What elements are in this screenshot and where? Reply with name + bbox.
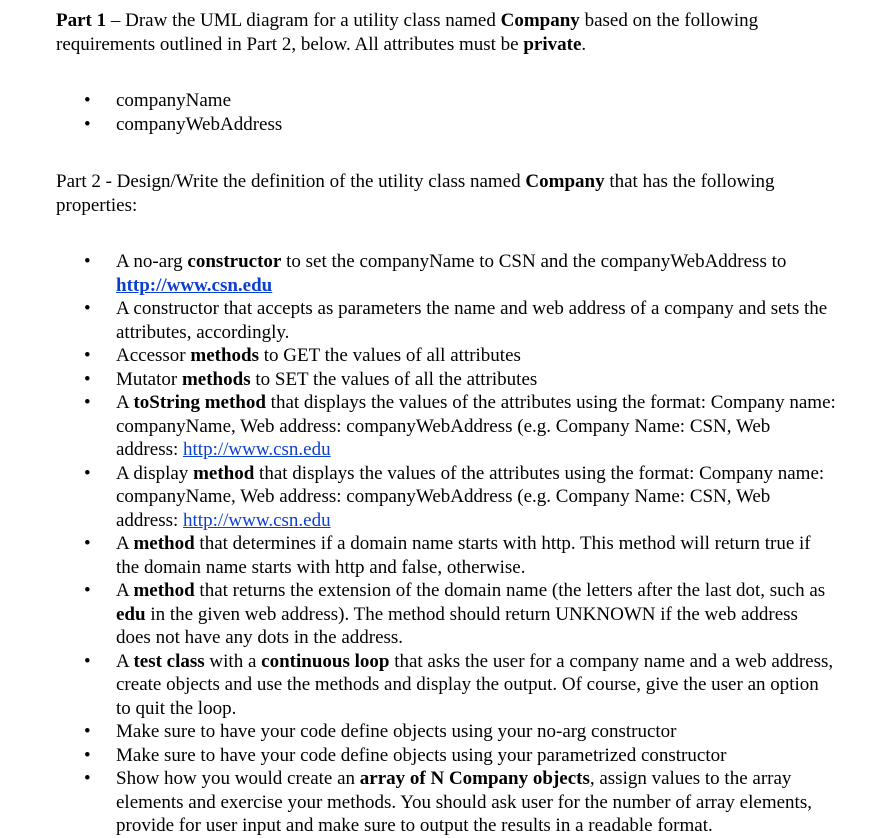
item-text: that displays the values of the attributes using the format: Company name: companyName, Web address: companyWebAddress (e.g. Company Name: CSN, Web address: bbox=[116, 462, 825, 531]
item-text: Make sure to have your code define objects using your parametrized constructor bbox=[116, 744, 727, 766]
property-item-param-objects bbox=[56, 744, 836, 768]
item-bold-text: toString method bbox=[133, 392, 266, 413]
item-text: that determines if a domain name starts with http. This method will return true if the domain name starts with http and false, otherwise. bbox=[116, 533, 811, 578]
part1-class-name: Company bbox=[500, 10, 580, 31]
item-bold-text: test class bbox=[133, 650, 205, 672]
item-text: that asks the user for a company name and a web address, create objects and use the methods and display the output. Of course, give the user an option to quit the loop. bbox=[116, 650, 834, 719]
property-item-array bbox=[56, 767, 836, 838]
list-item: • companyName bbox=[56, 89, 837, 113]
part1-paragraph bbox=[56, 9, 837, 56]
property-item-no-arg-objects bbox=[56, 720, 836, 744]
attribute-list bbox=[56, 89, 837, 136]
property-item-constructor bbox=[56, 297, 836, 344]
item-text: with a bbox=[204, 650, 262, 672]
item-bold-text: continuous loop bbox=[261, 650, 390, 672]
item-text: to GET the values of all attributes bbox=[259, 345, 521, 366]
item-text: A bbox=[116, 580, 134, 601]
item-bold-text: edu bbox=[116, 603, 146, 625]
part2-paragraph bbox=[56, 170, 837, 217]
item-text: in the given web address). The method should return UNKNOWN if the web address does not have any dots in the address. bbox=[116, 603, 798, 648]
property-item-extension bbox=[56, 579, 836, 650]
item-text: A bbox=[116, 533, 134, 554]
property-item-display bbox=[56, 462, 836, 533]
item-text: A bbox=[116, 650, 134, 672]
item-text: to SET the values of all the attributes bbox=[250, 368, 538, 390]
list-item: • companyWebAddress bbox=[56, 113, 837, 137]
item-bold-text: array of N Company objects bbox=[359, 768, 590, 789]
property-item-http-check bbox=[56, 532, 836, 579]
item-text: Show how you would create an bbox=[116, 768, 360, 789]
item-text: A bbox=[116, 392, 134, 413]
item-bold-text: methods bbox=[190, 345, 260, 366]
item-bold-text: method bbox=[133, 533, 195, 554]
item-text: A constructor that accepts as parameters the name and web address of a company and sets the attributes, accordingly. bbox=[116, 298, 828, 343]
part2-text-1: Part 2 - Design/Write the definition of the utility class named bbox=[56, 171, 526, 192]
part1-private-word: private bbox=[523, 33, 582, 55]
item-bold-text: constructor bbox=[187, 251, 282, 272]
item-text: Make sure to have your code define objects using your no-arg constructor bbox=[116, 721, 677, 742]
part1-label: Part 1 bbox=[56, 10, 107, 31]
item-text: , assign values to the array elements and exercise your methods. You should ask user for the number of array elements, provide for user input and make sure to output the results in a readable format. bbox=[116, 768, 812, 836]
item-text: A no-arg bbox=[116, 251, 188, 272]
property-item-test-class bbox=[56, 650, 836, 721]
property-item-accessors bbox=[56, 344, 836, 368]
item-text: Accessor bbox=[116, 345, 191, 366]
csn-link[interactable]: http://www.csn.edu bbox=[183, 509, 331, 531]
part2-class-name: Company bbox=[525, 171, 605, 192]
item-text: to set the companyName to CSN and the companyWebAddress to bbox=[281, 251, 787, 272]
item-text: A display bbox=[116, 462, 194, 484]
csn-link[interactable]: http://www.csn.edu bbox=[183, 439, 331, 460]
part1-text-3: . bbox=[581, 33, 587, 55]
property-item-tostring bbox=[56, 391, 836, 462]
item-text: that returns the extension of the domain name (the letters after the last dot, such as bbox=[194, 580, 826, 601]
item-bold-text: methods bbox=[181, 368, 251, 390]
item-text: Mutator bbox=[116, 368, 182, 390]
part1-text-2: based on the following requirements outlined in Part 2, below. All attributes must be bbox=[56, 10, 759, 55]
item-text: that displays the values of the attributes using the format: Company name: companyName, Web address: companyWebAddress (e.g. Company Name: CSN, Web address: bbox=[116, 392, 836, 460]
csn-link[interactable]: http://www.csn.edu bbox=[116, 274, 273, 296]
property-list bbox=[56, 250, 836, 838]
property-item-no-arg-constructor bbox=[56, 250, 836, 297]
part1-text-1: – Draw the UML diagram for a utility class named bbox=[106, 10, 501, 31]
item-bold-text: method bbox=[133, 580, 195, 601]
property-item-mutators bbox=[56, 368, 836, 392]
part2-text-2: that has the following properties: bbox=[56, 171, 775, 216]
item-bold-text: method bbox=[193, 462, 255, 484]
